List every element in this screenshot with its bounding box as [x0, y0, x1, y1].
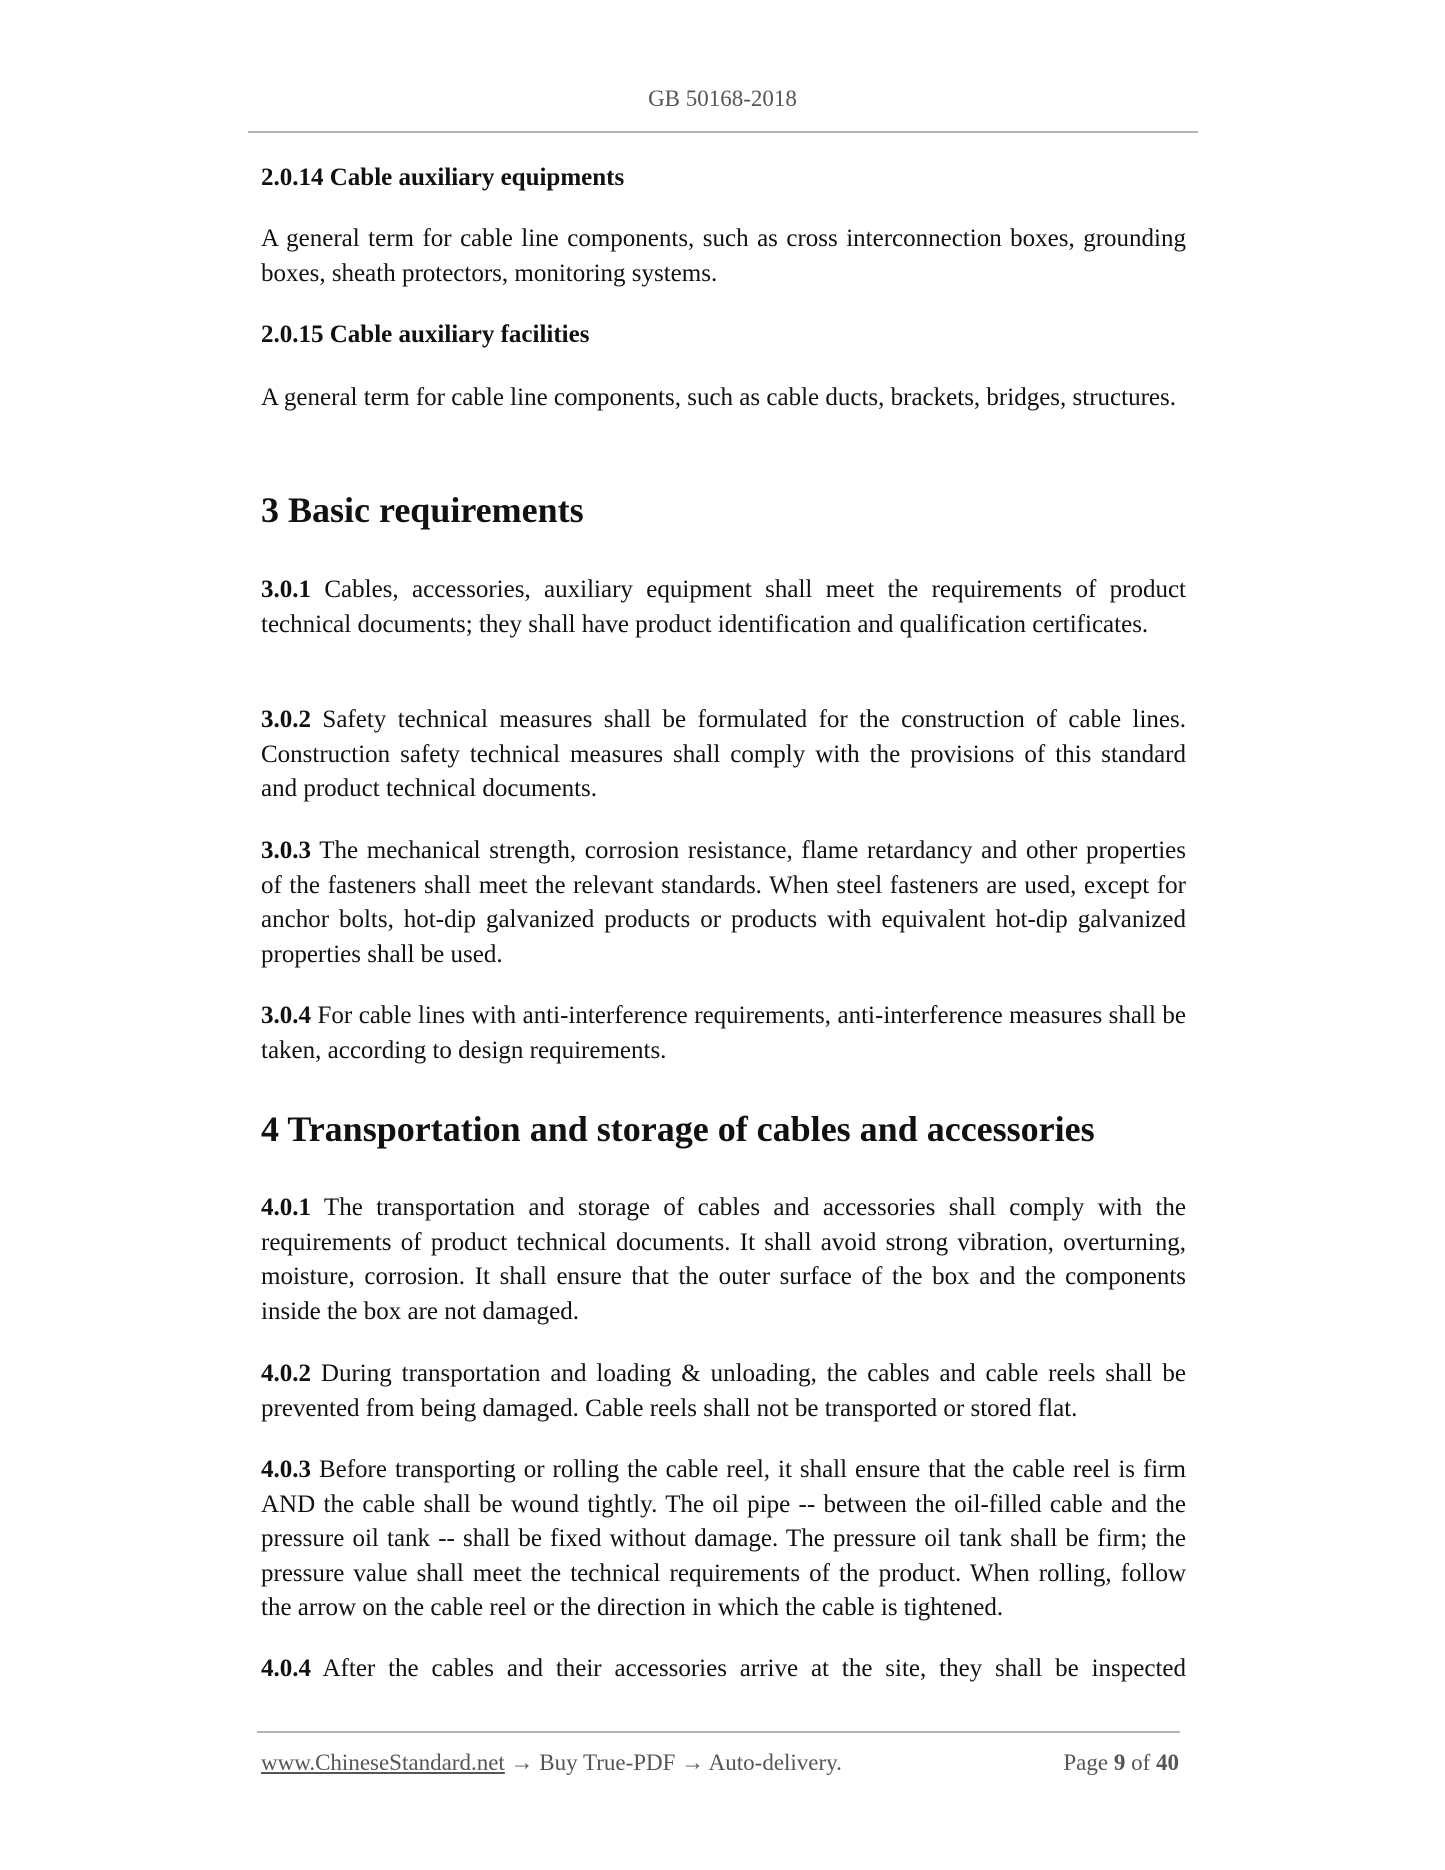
clause-4-0-3: [261, 1453, 1186, 1626]
current-page: 9: [1113, 1750, 1126, 1775]
clause-text: For cable lines with anti-interference requirements, anti-interference measures shall be taken, according to design requirements.: [261, 1002, 1186, 1064]
website-link[interactable]: www.ChineseStandard.net: [261, 1750, 505, 1775]
clause-3-0-2: [261, 703, 1186, 807]
clause-text: After the cables and their accessories arrive at the site, they shall be inspected: [311, 1655, 1186, 1682]
clause-text: Safety technical measures shall be formulated for the construction of cable lines. Construction safety technical measures shall comply with the provisions of this standard and product technical documents.: [261, 706, 1186, 803]
of-label: of: [1125, 1750, 1156, 1775]
chapter-3-title: 3 Basic requirements: [261, 490, 584, 530]
clause-3-0-3: [261, 834, 1186, 972]
footer-divider: [257, 1731, 1180, 1733]
footer: [261, 1750, 1179, 1776]
clause-text: The mechanical strength, corrosion resistance, flame retardancy and other properties of the fasteners shall meet the relevant standards. When steel fasteners are used, except for anchor bolts, hot-dip galvanized products or products with equivalent hot-dip galvanized properties shall be used.: [261, 837, 1186, 968]
clause-4-0-2: [261, 1357, 1186, 1426]
clause-number: 3.0.1: [261, 576, 311, 603]
clause-text: The transportation and storage of cables and accessories shall comply with the requirements of product technical documents. It shall avoid strong vibration, overturning, moisture, corrosion. It shall ensure that the outer surface of the box and the components inside the box are not damaged.: [261, 1194, 1186, 1325]
clause-number: 4.0.4: [261, 1655, 311, 1682]
clause-number: 4.0.3: [261, 1456, 311, 1483]
page-label: Page: [1063, 1750, 1114, 1775]
clause-2-0-14-text: A general term for cable line components, such as cross interconnection boxes, grounding boxes, sheath protectors, monitoring systems.: [261, 225, 1186, 287]
clause-2-0-14-title: 2.0.14 Cable auxiliary equipments: [261, 164, 625, 191]
clause-text: During transportation and loading & unloading, the cables and cable reels shall be prevented from being damaged. Cable reels shall not be transported or stored flat.: [261, 1360, 1186, 1422]
clause-3-0-4: [261, 999, 1186, 1068]
clause-2-0-15-title: 2.0.15 Cable auxiliary facilities: [261, 321, 590, 348]
clause-3-0-1: [261, 573, 1186, 642]
clause-text: Cables, accessories, auxiliary equipment shall meet the requirements of product technical documents; they shall have product identification and qualification certificates.: [261, 576, 1186, 638]
footer-promo-text: → Buy True-PDF → Auto-delivery.: [504, 1750, 842, 1775]
clause-4-0-4: [261, 1652, 1186, 1687]
total-pages: 40: [1156, 1750, 1179, 1775]
clause-number: 4.0.1: [261, 1194, 311, 1221]
document-id-header: GB 50168-2018: [648, 86, 797, 111]
clause-2-0-15-text: A general term for cable line components, such as cable ducts, brackets, bridges, structures.: [261, 384, 1176, 411]
clause-number: 3.0.4: [261, 1002, 311, 1029]
clause-4-0-1: [261, 1191, 1186, 1329]
clause-number: 3.0.3: [261, 837, 311, 864]
header-divider: [248, 131, 1198, 133]
clause-number: 4.0.2: [261, 1360, 311, 1387]
page-indicator: [1063, 1750, 1179, 1776]
clause-number: 3.0.2: [261, 706, 311, 733]
clause-text: Before transporting or rolling the cable reel, it shall ensure that the cable reel is firm AND the cable shall be wound tightly. The oil pipe -- between the oil-filled cable and the pressure oil tank -- shall be fixed without damage. The pressure oil tank shall be firm; the pressure value shall meet the technical requirements of the product. When rolling, follow the arrow on the cable reel or the direction in which the cable is tightened.: [261, 1456, 1186, 1622]
chapter-4-title: 4 Transportation and storage of cables and accessories: [261, 1109, 1095, 1149]
